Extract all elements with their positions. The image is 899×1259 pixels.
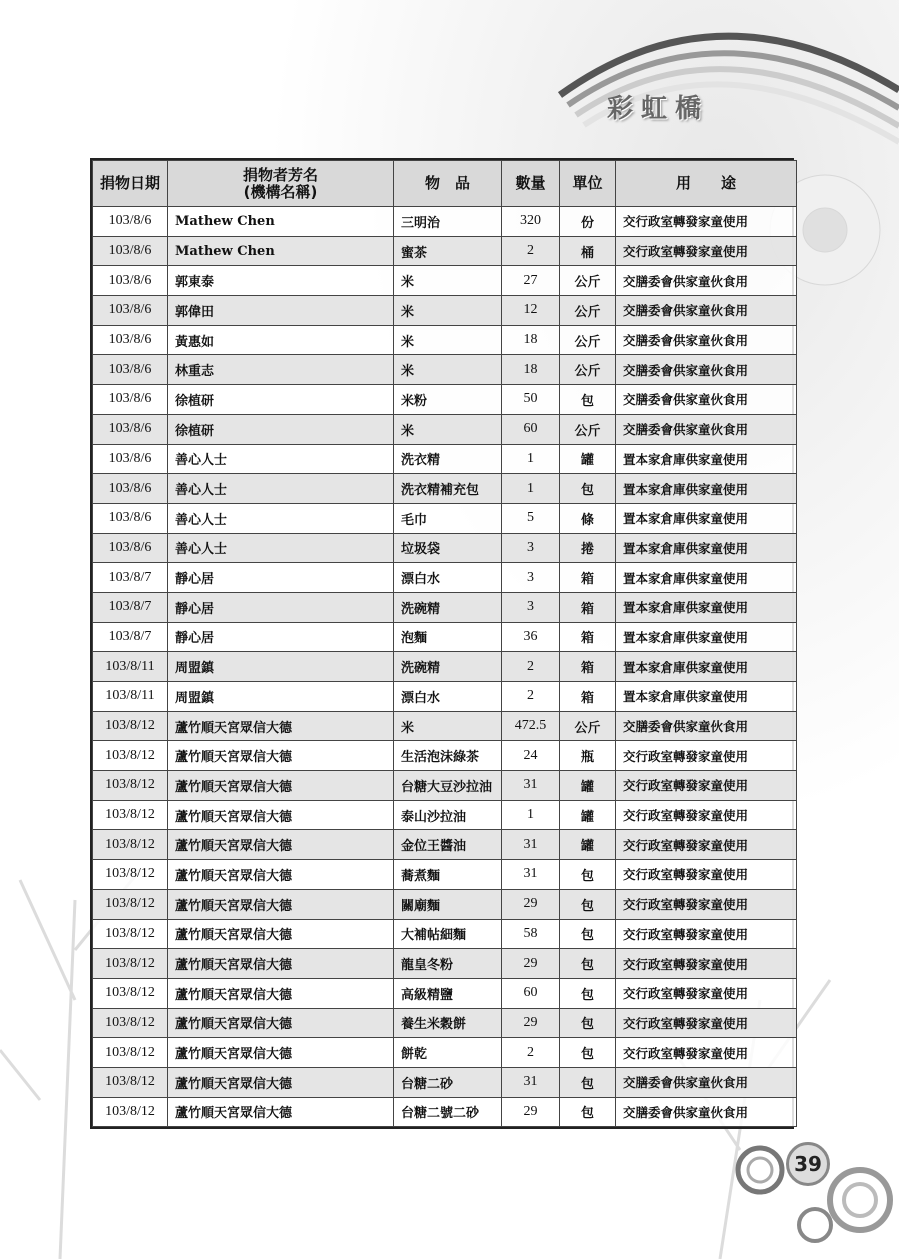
donation-table	[92, 160, 797, 1127]
cell-date: 103/8/12	[93, 741, 168, 771]
cell-donor: 蘆竹順天宮眾信大德	[168, 830, 394, 860]
cell-item: 米	[394, 711, 502, 741]
cell-unit: 包	[560, 1067, 616, 1097]
table-row	[93, 355, 797, 385]
cell-unit: 公斤	[560, 266, 616, 296]
cell-use: 置本家倉庫供家童使用	[616, 444, 797, 474]
cell-date: 103/8/6	[93, 207, 168, 237]
table-row	[93, 800, 797, 830]
cell-unit: 箱	[560, 652, 616, 682]
cell-qty: 12	[502, 296, 560, 326]
table-row	[93, 474, 797, 504]
cell-date: 103/8/7	[93, 592, 168, 622]
cell-date: 103/8/11	[93, 652, 168, 682]
table-row	[93, 652, 797, 682]
cell-qty: 1	[502, 800, 560, 830]
table-row	[93, 889, 797, 919]
column-header-label: 單位	[572, 174, 603, 192]
cell-date: 103/8/12	[93, 860, 168, 890]
cell-date: 103/8/6	[93, 385, 168, 415]
cell-item: 米	[394, 266, 502, 296]
donation-table-container	[90, 158, 794, 1129]
cell-unit: 公斤	[560, 325, 616, 355]
cell-item: 養生米穀餅	[394, 1008, 502, 1038]
cell-use: 交行政室轉發家童使用	[616, 236, 797, 266]
cell-donor: 善心人士	[168, 474, 394, 504]
table-header-row	[93, 161, 797, 207]
cell-item: 蕎煮麵	[394, 860, 502, 890]
cell-qty: 5	[502, 503, 560, 533]
cell-use: 置本家倉庫供家童使用	[616, 474, 797, 504]
cell-donor: 靜心居	[168, 592, 394, 622]
cell-unit: 包	[560, 1008, 616, 1038]
cell-item: 洗衣精	[394, 444, 502, 474]
column-header-label: 物 品	[424, 174, 470, 192]
column-header-donor	[168, 161, 394, 207]
cell-item: 漂白水	[394, 682, 502, 712]
cell-unit: 箱	[560, 563, 616, 593]
cell-unit: 包	[560, 889, 616, 919]
cell-use: 置本家倉庫供家童使用	[616, 563, 797, 593]
cell-use: 置本家倉庫供家童使用	[616, 503, 797, 533]
cell-date: 103/8/6	[93, 503, 168, 533]
cell-use: 交膳委會供家童伙食用	[616, 296, 797, 326]
cell-item: 垃圾袋	[394, 533, 502, 563]
cell-item: 米	[394, 296, 502, 326]
cell-qty: 1	[502, 474, 560, 504]
cell-item: 台糖二砂	[394, 1067, 502, 1097]
cell-donor: 善心人士	[168, 533, 394, 563]
cell-date: 103/8/6	[93, 296, 168, 326]
column-header-use	[616, 161, 797, 207]
cell-qty: 29	[502, 1008, 560, 1038]
cell-date: 103/8/6	[93, 325, 168, 355]
cell-item: 台糖大豆沙拉油	[394, 771, 502, 801]
cell-use: 置本家倉庫供家童使用	[616, 682, 797, 712]
table-row	[93, 1038, 797, 1068]
table-row	[93, 741, 797, 771]
cell-qty: 2	[502, 682, 560, 712]
cell-date: 103/8/12	[93, 889, 168, 919]
column-header-label: 捐物者芳名	[242, 165, 318, 184]
column-header-label: 捐物日期	[99, 174, 160, 192]
table-row	[93, 266, 797, 296]
cell-donor: 蘆竹順天宮眾信大德	[168, 1038, 394, 1068]
cell-use: 交行政室轉發家童使用	[616, 830, 797, 860]
table-row	[93, 444, 797, 474]
cell-unit: 公斤	[560, 296, 616, 326]
column-header-sublabel: (機構名稱)	[243, 182, 318, 201]
cell-donor: 蘆竹順天宮眾信大德	[168, 771, 394, 801]
cell-date: 103/8/12	[93, 919, 168, 949]
cell-unit: 瓶	[560, 741, 616, 771]
table-row	[93, 830, 797, 860]
cell-use: 交膳委會供家童伙食用	[616, 1067, 797, 1097]
table-body	[93, 207, 797, 1127]
cell-donor: 徐植研	[168, 414, 394, 444]
cell-donor: 蘆竹順天宮眾信大德	[168, 1097, 394, 1127]
column-header-qty	[502, 161, 560, 207]
cell-unit: 包	[560, 978, 616, 1008]
cell-item: 洗衣精補充包	[394, 474, 502, 504]
cell-unit: 公斤	[560, 711, 616, 741]
cell-qty: 31	[502, 830, 560, 860]
cell-date: 103/8/7	[93, 563, 168, 593]
cell-date: 103/8/6	[93, 414, 168, 444]
cell-date: 103/8/6	[93, 474, 168, 504]
cell-use: 交膳委會供家童伙食用	[616, 266, 797, 296]
cell-qty: 31	[502, 771, 560, 801]
cell-item: 洗碗精	[394, 652, 502, 682]
cell-date: 103/8/12	[93, 800, 168, 830]
cell-use: 置本家倉庫供家童使用	[616, 652, 797, 682]
cell-unit: 罐	[560, 830, 616, 860]
cell-qty: 2	[502, 652, 560, 682]
cell-unit: 箱	[560, 592, 616, 622]
table-row	[93, 919, 797, 949]
column-header-label: 用 途	[675, 174, 736, 192]
cell-use: 交行政室轉發家童使用	[616, 741, 797, 771]
cell-donor: 蘆竹順天宮眾信大德	[168, 741, 394, 771]
cell-use: 交行政室轉發家童使用	[616, 1038, 797, 1068]
cell-use: 交行政室轉發家童使用	[616, 1008, 797, 1038]
cell-item: 毛巾	[394, 503, 502, 533]
table-row	[93, 622, 797, 652]
cell-qty: 36	[502, 622, 560, 652]
cell-qty: 320	[502, 207, 560, 237]
column-header-label: 數量	[515, 174, 546, 192]
cell-donor: 黃惠如	[168, 325, 394, 355]
cell-qty: 58	[502, 919, 560, 949]
cell-unit: 包	[560, 474, 616, 504]
cell-qty: 18	[502, 355, 560, 385]
cell-unit: 公斤	[560, 414, 616, 444]
cell-qty: 1	[502, 444, 560, 474]
cell-donor: 郭偉田	[168, 296, 394, 326]
cell-date: 103/8/6	[93, 236, 168, 266]
cell-donor: 靜心居	[168, 622, 394, 652]
cell-donor: 蘆竹順天宮眾信大德	[168, 711, 394, 741]
cell-unit: 包	[560, 949, 616, 979]
cell-date: 103/8/12	[93, 1067, 168, 1097]
table-row	[93, 207, 797, 237]
cell-use: 置本家倉庫供家童使用	[616, 622, 797, 652]
cell-qty: 29	[502, 1097, 560, 1127]
column-header-item	[394, 161, 502, 207]
cell-use: 交膳委會供家童伙食用	[616, 325, 797, 355]
table-row	[93, 1067, 797, 1097]
cell-item: 米粉	[394, 385, 502, 415]
cell-donor: 周盟鎮	[168, 682, 394, 712]
table-row	[93, 1008, 797, 1038]
table-row	[93, 949, 797, 979]
table-row	[93, 325, 797, 355]
cell-item: 台糖二號二砂	[394, 1097, 502, 1127]
cell-qty: 29	[502, 949, 560, 979]
table-row	[93, 414, 797, 444]
cell-unit: 包	[560, 919, 616, 949]
cell-donor: 蘆竹順天宮眾信大德	[168, 919, 394, 949]
cell-item: 生活泡沫綠茶	[394, 741, 502, 771]
cell-unit: 條	[560, 503, 616, 533]
cell-donor: 蘆竹順天宮眾信大德	[168, 889, 394, 919]
cell-use: 交行政室轉發家童使用	[616, 800, 797, 830]
cell-item: 大補帖細麵	[394, 919, 502, 949]
cell-donor: 靜心居	[168, 563, 394, 593]
cell-date: 103/8/12	[93, 830, 168, 860]
cell-date: 103/8/12	[93, 949, 168, 979]
cell-donor: 郭東泰	[168, 266, 394, 296]
cell-use: 交膳委會供家童伙食用	[616, 385, 797, 415]
cell-qty: 31	[502, 1067, 560, 1097]
cell-date: 103/8/6	[93, 266, 168, 296]
cell-date: 103/8/6	[93, 355, 168, 385]
cell-unit: 捲	[560, 533, 616, 563]
cell-unit: 罐	[560, 444, 616, 474]
cell-use: 交行政室轉發家童使用	[616, 919, 797, 949]
cell-date: 103/8/12	[93, 1008, 168, 1038]
cell-donor: Mathew Chen	[168, 236, 394, 266]
cell-item: 泡麵	[394, 622, 502, 652]
cell-date: 103/8/6	[93, 533, 168, 563]
cell-qty: 2	[502, 1038, 560, 1068]
cell-qty: 27	[502, 266, 560, 296]
table-row	[93, 563, 797, 593]
cell-qty: 2	[502, 236, 560, 266]
cell-use: 置本家倉庫供家童使用	[616, 592, 797, 622]
cell-date: 103/8/12	[93, 1097, 168, 1127]
cell-use: 交行政室轉發家童使用	[616, 949, 797, 979]
cell-item: 關廟麵	[394, 889, 502, 919]
cell-use: 交行政室轉發家童使用	[616, 207, 797, 237]
cell-item: 泰山沙拉油	[394, 800, 502, 830]
cell-qty: 18	[502, 325, 560, 355]
cell-item: 米	[394, 414, 502, 444]
cell-item: 米	[394, 355, 502, 385]
cell-donor: 蘆竹順天宮眾信大德	[168, 800, 394, 830]
cell-donor: 徐植研	[168, 385, 394, 415]
cell-unit: 箱	[560, 682, 616, 712]
cell-donor: Mathew Chen	[168, 207, 394, 237]
cell-item: 餅乾	[394, 1038, 502, 1068]
cell-donor: 善心人士	[168, 444, 394, 474]
cell-unit: 桶	[560, 236, 616, 266]
page-number: 39	[786, 1142, 830, 1186]
cell-unit: 包	[560, 385, 616, 415]
cell-qty: 50	[502, 385, 560, 415]
cell-item: 高級精鹽	[394, 978, 502, 1008]
cell-use: 交膳委會供家童伙食用	[616, 711, 797, 741]
cell-use: 交行政室轉發家童使用	[616, 771, 797, 801]
cell-date: 103/8/12	[93, 771, 168, 801]
cell-use: 交行政室轉發家童使用	[616, 889, 797, 919]
cell-item: 洗碗精	[394, 592, 502, 622]
cell-donor: 蘆竹順天宮眾信大德	[168, 978, 394, 1008]
table-row	[93, 860, 797, 890]
cell-date: 103/8/7	[93, 622, 168, 652]
cell-item: 蜜茶	[394, 236, 502, 266]
cell-unit: 罐	[560, 800, 616, 830]
cell-donor: 蘆竹順天宮眾信大德	[168, 860, 394, 890]
cell-use: 置本家倉庫供家童使用	[616, 533, 797, 563]
table-row	[93, 236, 797, 266]
cell-qty: 60	[502, 414, 560, 444]
column-header-unit	[560, 161, 616, 207]
cell-unit: 包	[560, 1038, 616, 1068]
cell-date: 103/8/12	[93, 978, 168, 1008]
cell-qty: 3	[502, 592, 560, 622]
cell-unit: 罐	[560, 771, 616, 801]
cell-qty: 472.5	[502, 711, 560, 741]
cell-qty: 24	[502, 741, 560, 771]
table-row	[93, 592, 797, 622]
cell-qty: 29	[502, 889, 560, 919]
cell-donor: 蘆竹順天宮眾信大德	[168, 1067, 394, 1097]
table-row	[93, 503, 797, 533]
cell-item: 金位王醬油	[394, 830, 502, 860]
cell-date: 103/8/6	[93, 444, 168, 474]
table-row	[93, 771, 797, 801]
table-row	[93, 296, 797, 326]
cell-item: 龍皇冬粉	[394, 949, 502, 979]
cell-date: 103/8/11	[93, 682, 168, 712]
cell-use: 交行政室轉發家童使用	[616, 978, 797, 1008]
cell-donor: 周盟鎮	[168, 652, 394, 682]
cell-use: 交膳委會供家童伙食用	[616, 355, 797, 385]
cell-use: 交膳委會供家童伙食用	[616, 1097, 797, 1127]
cell-unit: 包	[560, 1097, 616, 1127]
table-row	[93, 978, 797, 1008]
cell-unit: 份	[560, 207, 616, 237]
table-row	[93, 533, 797, 563]
cell-donor: 林重志	[168, 355, 394, 385]
section-title: 彩虹橋	[607, 94, 710, 124]
table-row	[93, 385, 797, 415]
cell-item: 米	[394, 325, 502, 355]
cell-qty: 3	[502, 533, 560, 563]
cell-qty: 60	[502, 978, 560, 1008]
cell-donor: 蘆竹順天宮眾信大德	[168, 1008, 394, 1038]
cell-unit: 包	[560, 860, 616, 890]
cell-date: 103/8/12	[93, 1038, 168, 1068]
cell-use: 交行政室轉發家童使用	[616, 860, 797, 890]
cell-item: 漂白水	[394, 563, 502, 593]
column-header-date	[93, 161, 168, 207]
cell-qty: 31	[502, 860, 560, 890]
cell-donor: 蘆竹順天宮眾信大德	[168, 949, 394, 979]
cell-date: 103/8/12	[93, 711, 168, 741]
table-row	[93, 711, 797, 741]
cell-unit: 公斤	[560, 355, 616, 385]
cell-unit: 箱	[560, 622, 616, 652]
cell-item: 三明治	[394, 207, 502, 237]
table-row	[93, 1097, 797, 1127]
table-row	[93, 682, 797, 712]
cell-donor: 善心人士	[168, 503, 394, 533]
cell-use: 交膳委會供家童伙食用	[616, 414, 797, 444]
cell-qty: 3	[502, 563, 560, 593]
